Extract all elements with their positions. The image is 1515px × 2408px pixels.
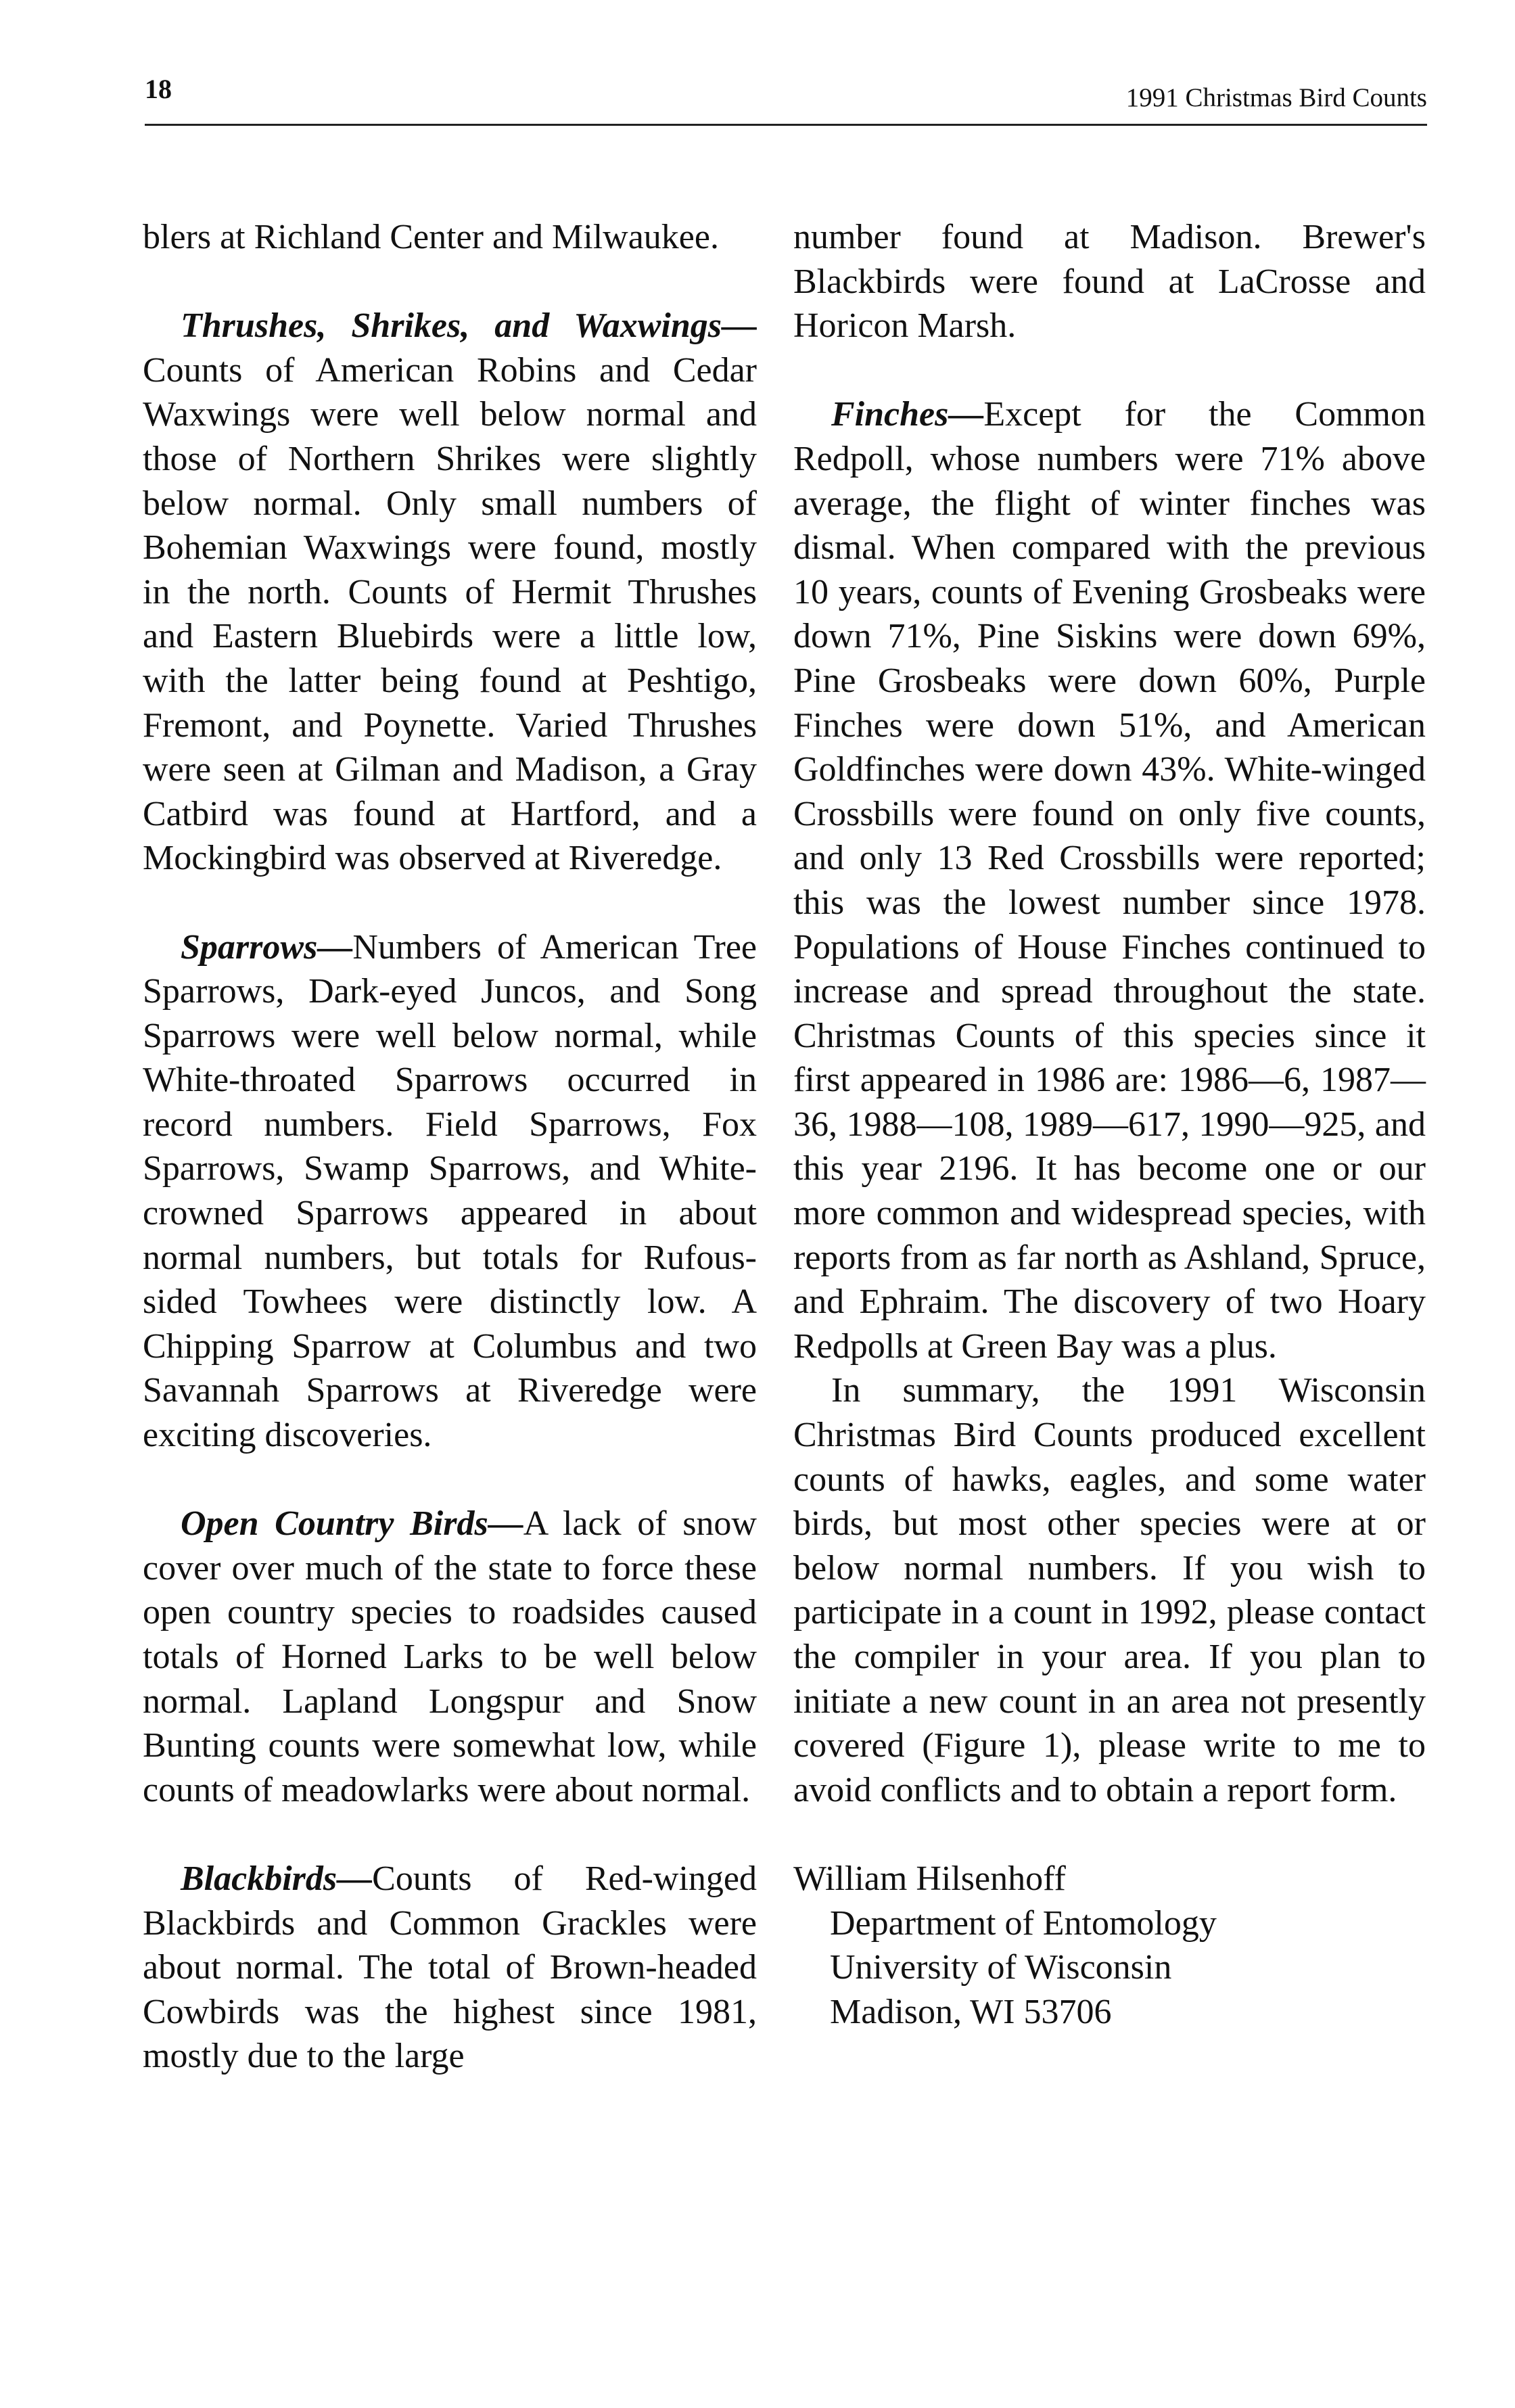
blackbirds-heading: Blackbirds—: [181, 1859, 373, 1898]
header-rule: [145, 124, 1427, 126]
sparrows-heading: Sparrows—: [181, 927, 353, 967]
thrushes-heading: Thrushes, Shrikes, and Waxwings—: [181, 306, 757, 346]
page-header: [145, 73, 1427, 127]
author-name: William Hilsenhoff: [793, 1859, 1066, 1898]
open-country-section: [143, 1502, 757, 1812]
author-university: University of Wisconsin: [830, 1948, 1172, 1987]
signature-block: [793, 1857, 1426, 2034]
finches-heading: Finches—: [831, 395, 984, 434]
author-department: Department of Entomology: [830, 1903, 1217, 1943]
summary-paragraph: In summary, the 1991 Wisconsin Christmas Bird Counts produced excellent counts of hawks, eagles, and some water birds, but most other species were at or below normal numbers. If you wish to participate in a count in 1992, please contact the compiler in your area. If you plan to initiate a new count in an area not presently covered (Figure 1), please write to me to avoid conflicts and to obtain a report form.: [793, 1371, 1426, 1809]
blackbirds-body: Counts of Red-winged Blackbirds and Common Grackles were about normal. The total of Brown-headed Cowbirds was the highest since 1981, mostly due to the large: [143, 1859, 757, 2076]
blackbirds-section: [143, 1857, 757, 2079]
right-column: [793, 215, 1426, 2034]
sparrows-section: [143, 925, 757, 1458]
thrushes-section: [143, 304, 757, 881]
blackbirds-continuation: number found at Madison. Brewer's Blackbirds were found at LaCrosse and Horicon Marsh.: [793, 218, 1426, 346]
running-title: 1991 Christmas Bird Counts: [1125, 83, 1427, 112]
continuation-paragraph: blers at Richland Center and Milwaukee.: [143, 218, 719, 256]
finches-section: [793, 392, 1426, 1368]
thrushes-body: Counts of American Robins and Cedar Waxwings were well below normal and those of Northern Shrikes were slightly below normal. Only small numbers of Bohemian Waxwings were found, mostly in the north. Counts of Hermit Thrushes and Eastern Bluebirds were a little low, with the latter being found at Peshtigo, Fremont, and Poynette. Varied Thrushes were seen at Gilman and Madison, a Gray Catbird was found at Hartford, and a Mockingbird was observed at Riveredge.: [143, 350, 757, 878]
sparrows-body: Numbers of American Tree Sparrows, Dark-eyed Juncos, and Song Sparrows were well below normal, while White-throated Sparrows occurred in record numbers. Field Sparrows, Fox Sparrows, Swamp Sparrows, and White-crowned Sparrows appeared in about normal numbers, but totals for Rufous-sided Towhees were distinctly low. A Chipping Sparrow at Columbus and two Savannah Sparrows at Riveredge were exciting discoveries.: [143, 927, 757, 1455]
page-number: 18: [145, 74, 172, 104]
author-address: Madison, WI 53706: [830, 1992, 1112, 2031]
open-country-body: A lack of snow cover over much of the state to force these open country species to roadsides caused totals of Horned Larks to be well below normal. Lapland Longspur and Snow Bunting counts were somewhat low, while counts of meadowlarks were about normal.: [143, 1504, 757, 1809]
open-country-heading: Open Country Birds—: [181, 1504, 523, 1544]
left-column: [143, 215, 757, 2079]
finches-body: Except for the Common Redpoll, whose numbers were 71% above average, the flight of winter finches was dismal. When compared with the previous 10 years, counts of Evening Grosbeaks were down 71%, Pine Siskins were down 69%, Pine Grosbeaks were down 60%, Purple Finches were down 51%, and American Goldfinches were down 43%. White-winged Crossbills were found on only five counts, and only 13 Red Crossbills were reported; this was the lowest number since 1978. Populations of House Finches continued to increase and spread throughout the state. Christmas Counts of this species since it first appeared in 1986 are: 1986—6, 1987—36, 1988—108, 1989—617, 1990—925, and this year 2196. It has become one or our more common and widespread species, with reports from as far north as Ashland, Spruce, and Ephraim. The discovery of two Hoary Redpolls at Green Bay was a plus.: [793, 395, 1426, 1366]
